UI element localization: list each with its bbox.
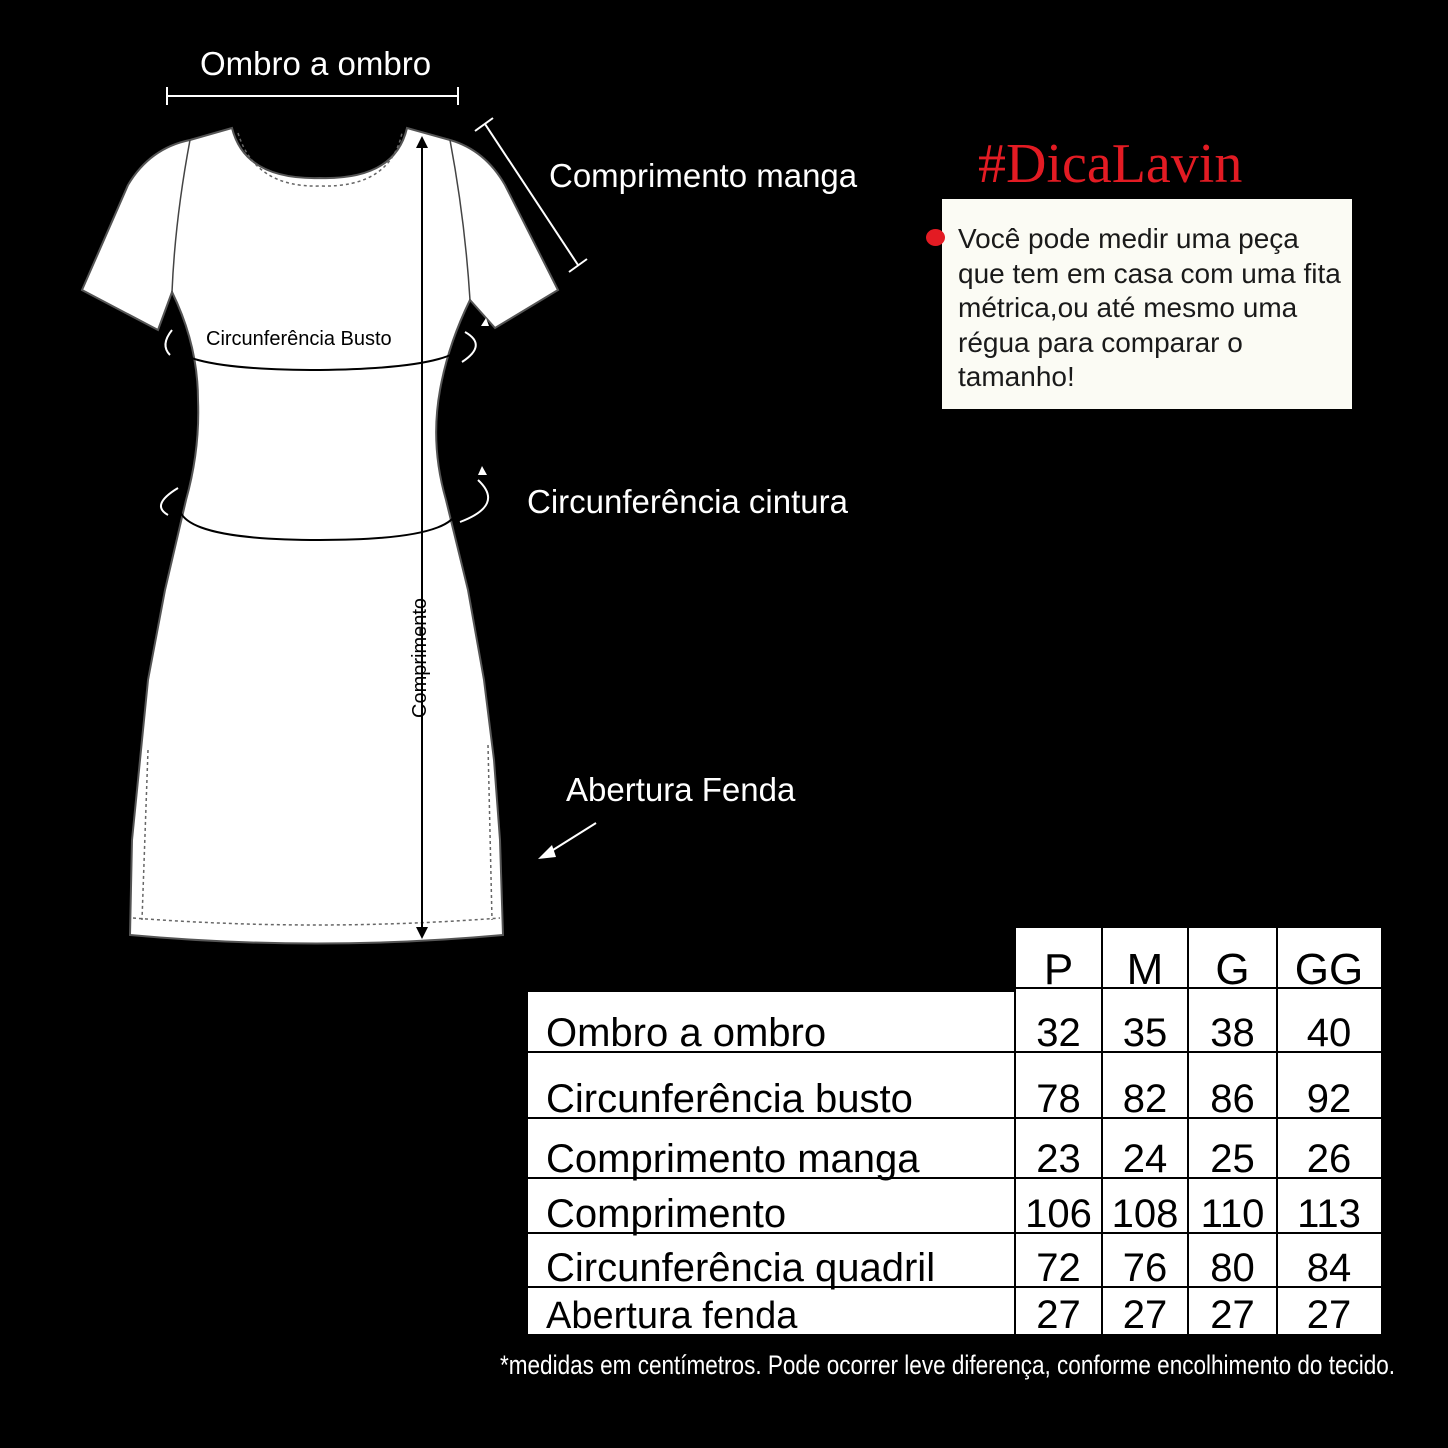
table-cell-value: 35 [1122,1011,1168,1055]
table-cell-value: 86 [1210,1077,1255,1121]
table-row-label: Abertura fenda [546,1295,798,1337]
table-cell-value: 38 [1210,1011,1255,1055]
table-cell-value: 25 [1210,1137,1255,1181]
table-cell-value: 82 [1122,1077,1168,1121]
table-cell-value: 26 [1306,1137,1352,1181]
table-cell-value: 27 [1036,1293,1081,1337]
label-length: Comprimento [409,597,431,718]
table-row-label: Circunferência busto [546,1077,913,1121]
table-cell-value: 27 [1122,1293,1168,1337]
table-cell-value: 108 [1111,1192,1179,1236]
label-bust: Circunferência Busto [206,328,392,350]
table-row-label: Comprimento [546,1192,787,1236]
table-cell-value: 80 [1210,1246,1255,1290]
table-cell-value: 40 [1306,1011,1352,1055]
size-header-gg: GG [1294,945,1364,994]
table-cell-value: 23 [1036,1137,1081,1181]
table-cell-value: 78 [1036,1077,1081,1121]
table-cell-value: 32 [1036,1011,1081,1055]
table-cell-value: 84 [1306,1246,1352,1290]
label-waist: Circunferência cintura [527,483,848,520]
table-cell-value: 113 [1297,1192,1361,1236]
table-row-label: Ombro a ombro [546,1011,827,1055]
table-row-label: Comprimento manga [546,1137,920,1181]
table-cell-value: 92 [1306,1077,1352,1121]
size-header-p: P [1043,945,1074,994]
table-cell-value: 27 [1210,1293,1255,1337]
tip-text: Você pode medir uma peça que tem em casa com uma fita métrica,ou até mesmo uma régua para comparar o tamanho! [958,223,1341,392]
table-cell-value: 27 [1306,1293,1352,1337]
table-row-label: Circunferência quadril [546,1246,936,1290]
size-header-g: G [1215,945,1250,994]
table-cell-value: 110 [1200,1192,1265,1236]
label-slit: Abertura Fenda [566,771,796,808]
tip-title: #DicaLavin [978,133,1243,195]
table-cell-value: 76 [1122,1246,1168,1290]
table-cell-value: 106 [1025,1192,1092,1236]
table-cell-value: 72 [1036,1246,1081,1290]
footnote: *medidas em centímetros. Pode ocorrer leve diferença, conforme encolhimento do tecido. [500,1350,1396,1380]
size-header-m: M [1126,945,1164,994]
label-sleeve: Comprimento manga [549,157,858,194]
table-cell-value: 24 [1122,1137,1168,1181]
label-shoulder: Ombro a ombro [200,45,432,82]
